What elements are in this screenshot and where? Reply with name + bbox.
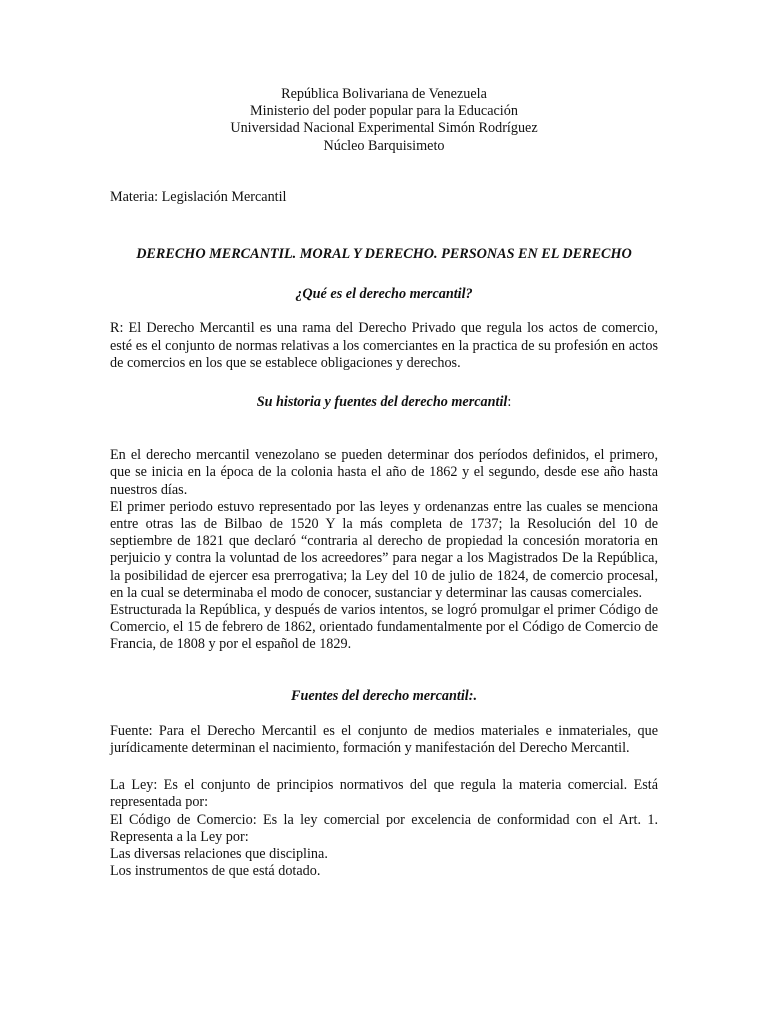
document-page (110, 86, 658, 881)
history-heading-line (110, 394, 658, 411)
sources-paragraph-3: El Código de Comercio: Es la ley comercial por excelencia de conformidad con el Art. 1. Representa a la Ley por: (110, 811, 658, 845)
header-line-ministry: Ministerio del poder popular para la Educación (250, 103, 518, 120)
history-paragraph-3: Estructurada la República, y después de varios intentos, se logró promulgar el primer Código de Comercio, el 15 de febrero de 1862, orientado fundamentalmente por el Código de Comercio de Francia, de 1808 y por el español de 1829. (110, 602, 658, 653)
sources-line-4: Las diversas relaciones que disciplina. (110, 846, 328, 863)
sources-paragraph-1: Fuente: Para el Derecho Mercantil es el conjunto de medios materiales e inmateriales, que jurídicamente determinan el nacimiento, formación y manifestación del Derecho Mercantil. (110, 722, 658, 757)
institution-header (110, 86, 658, 155)
question-heading: ¿Qué es el derecho mercantil? (295, 286, 473, 303)
header-line-republic: República Bolivariana de Venezuela (281, 86, 487, 102)
sources-line-5: Los instrumentos de que está dotado. (110, 863, 321, 880)
header-line-nucleus: Núcleo Barquisimeto (323, 137, 445, 154)
history-paragraph-2: El primer periodo estuvo representado por las leyes y ordenanzas entre las cuales se menciona entre otras las de Bilbao de 1520 Y la más completa de 1737; la Resolución del 10 de septiembre de 1821 que declaró “contraria al derecho de propiedad la concesión moratoria en perjuicio y contra la voluntad de los acreedores” para negar a los Magistrados De la República, la posibilidad de ejercer esa prerrogativa; la Ley del 10 de julio de 1824, de comercio procesal, en la cual se determinaba el modo de conocer, sustanciar y determinar las causas comerciales. (110, 498, 658, 601)
main-title: DERECHO MERCANTIL. MORAL Y DERECHO. PERSONAS EN EL DERECHO (136, 246, 632, 263)
history-heading-colon: : (507, 394, 512, 411)
history-heading: Su historia y fuentes del derecho mercantil (256, 394, 508, 411)
subject-line: Materia: Legislación Mercantil (110, 188, 287, 205)
question-answer: R: El Derecho Mercantil es una rama del Derecho Privado que regula los actos de comercio, esté es el conjunto de normas relativas a los comerciantes en la practica de su profesión en actos de comercios en los que se establece obligaciones y derechos. (110, 320, 658, 371)
sources-paragraph-2: La Ley: Es el conjunto de principios normativos del que regula la materia comercial. Está representada por: (110, 777, 658, 811)
history-paragraph-1: En el derecho mercantil venezolano se pueden determinar dos períodos definidos, el primero, que se inicia en la época de la colonia hasta el año de 1862 y el segundo, desde ese año hasta nuestros días. (110, 447, 658, 498)
sources-heading: Fuentes del derecho mercantil:. (291, 687, 477, 704)
header-line-university: Universidad Nacional Experimental Simón Rodríguez (230, 120, 538, 137)
